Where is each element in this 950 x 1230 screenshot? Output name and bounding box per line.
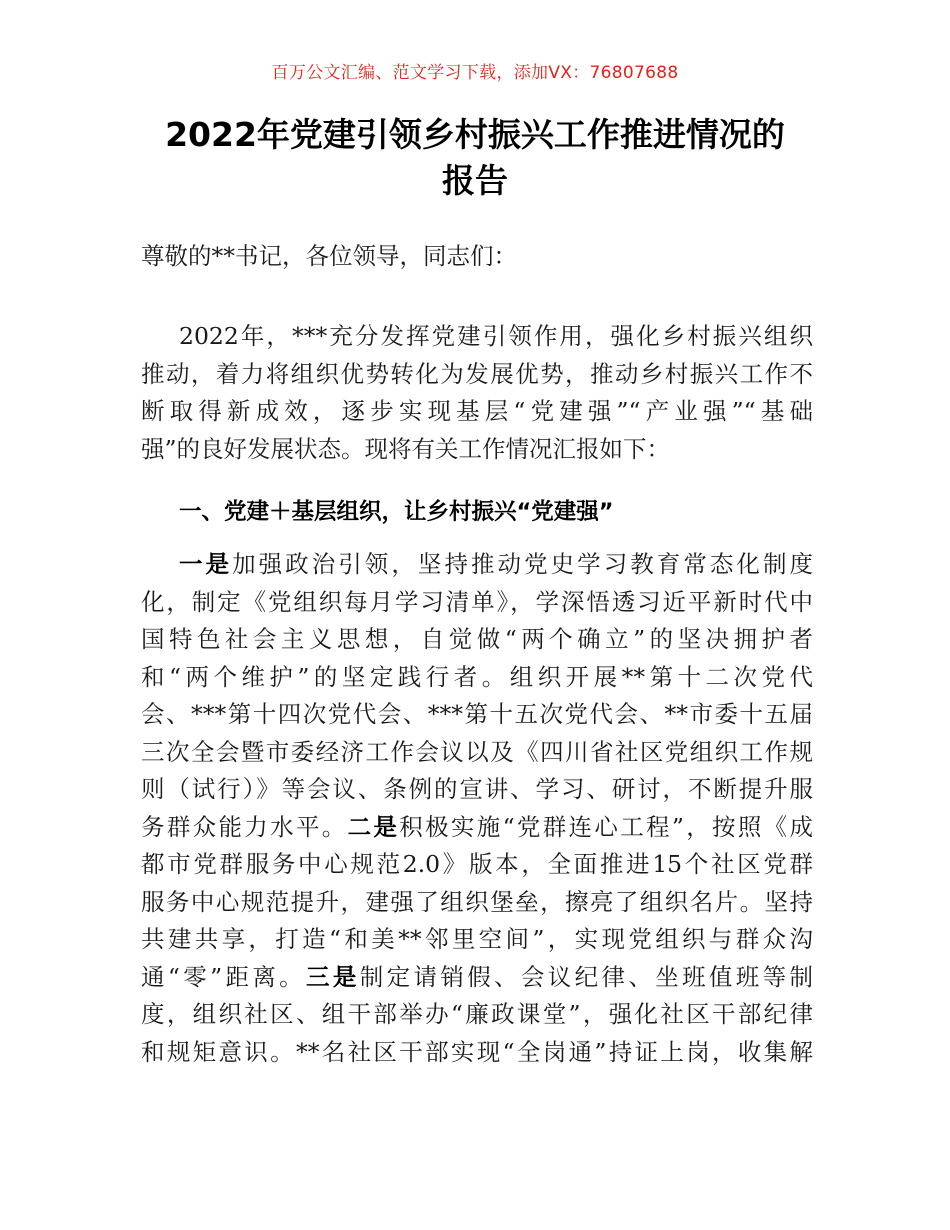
main-line: 会、***第十四次党代会、***第十五次党代会、**市委十五届 [141,700,813,728]
intro-line: 强”的良好发展状态。现将有关工作情况汇报如下： [141,434,671,463]
main-line [141,546,813,584]
document-title [100,112,850,204]
main-line: 度，组织社区、组干部举办“廉政课堂”，强化社区干部纪律 [141,1000,813,1028]
main-line: 三次全会暨市委经济工作会议以及《四川省社区党组织工作规 [141,737,813,766]
watermark-banner: 百万公文汇编、范文学习下载，添加VX：76807688 [271,63,679,83]
intro-line: 推动，着力将组织优势转化为发展优势，推动乡村振兴工作不 [141,359,813,388]
title-line-2: 报告 [442,161,508,200]
main-line: 和“两个维护”的坚定践行者。组织开展**第十二次党代 [141,662,813,691]
main-paragraph [141,546,813,1071]
main-line: 和规矩意识。**名社区干部实现“全岗通”持证上岗，收集解 [141,1037,813,1066]
main-line-text: 加强政治引领，坚持推动党史学习教育常态化制度 [232,550,814,578]
keyword-first: 一是 [179,550,233,578]
keyword-second: 二是 [347,812,400,841]
main-line: 共建共享，打造“和美**邻里空间”，实现党组织与群众沟 [141,925,813,953]
intro-line: 2022年，***充分发挥党建引领作用，强化乡村振兴组织 [179,322,813,350]
intro-line: 断取得新成效，逐步实现基层“党建强”“产业强”“基础 [141,397,813,425]
main-line: 服务中心规范提升，建强了组织堡垒，擦亮了组织名片。坚持 [141,887,813,916]
keyword-third: 三是 [306,962,360,991]
main-line: 则（试行）》等会议、条例的宣讲、学习、研讨，不断提升服 [141,775,813,803]
salutation-text: 尊敬的**书记，各位领导，同志们： [141,242,517,270]
salutation [141,238,813,276]
main-line [141,959,813,997]
main-line: 国特色社会主义思想，自觉做“两个确立”的坚决拥护者 [141,625,813,653]
title-line-1: 2022年党建引领乡村振兴工作推进情况的 [165,115,785,154]
main-line: 化，制定《党组织每月学习清单》，学深悟透习近平新时代中 [141,587,813,616]
main-line-text: 积极实施“党群连心工程”，按照《成 [399,812,814,841]
section-heading-1: 一、党建＋基层组织，让乡村振兴“党建强” [179,499,614,525]
main-line-text: 制定请销假、会议纪律、坐班值班等制 [359,962,814,991]
main-line [141,809,813,847]
intro-paragraph [141,318,813,468]
main-line: 都市党群服务中心规范2.0》版本，全面推进15个社区党群 [141,850,813,878]
main-line-text: 通“零”距离。 [141,962,307,991]
main-line-text: 务群众能力水平。 [141,812,348,841]
